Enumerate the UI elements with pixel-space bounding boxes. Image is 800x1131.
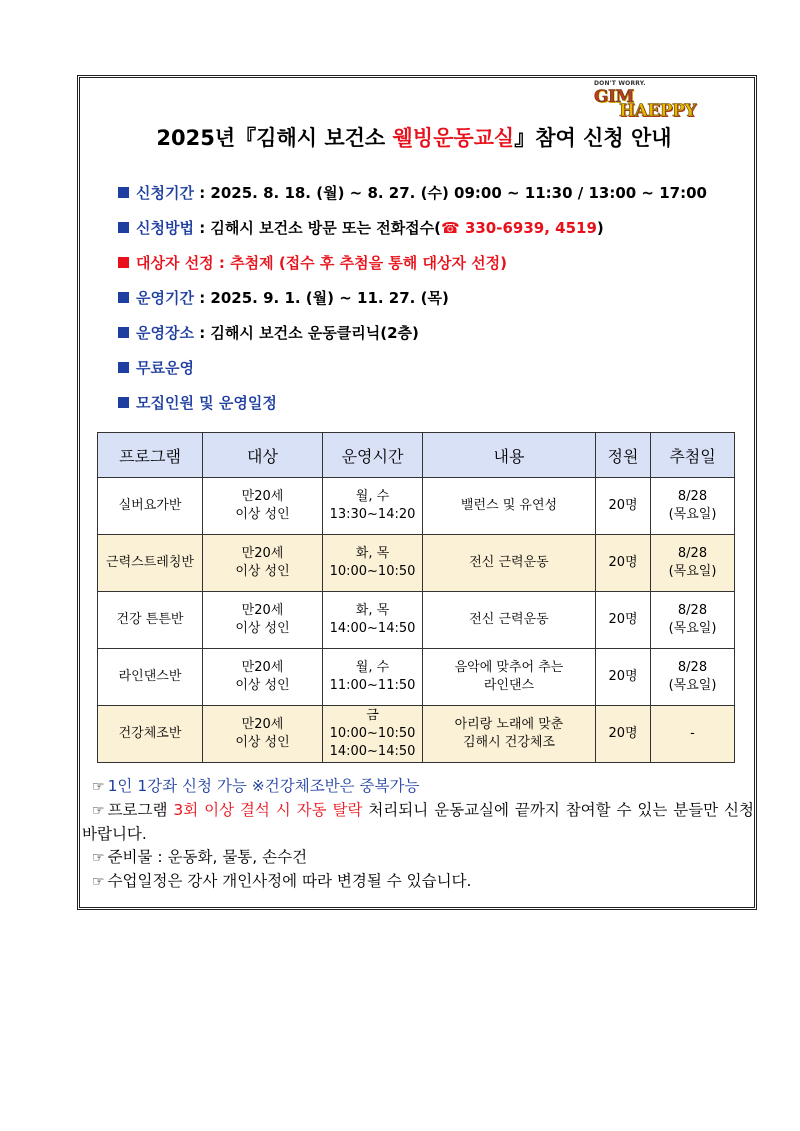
cell-program: 라인댄스반 [98,649,203,706]
cell-line: (목요일) [668,678,717,693]
cell-capacity: 20명 [596,706,651,763]
page-title [0,122,800,152]
note-item [82,846,754,870]
cell-line: 이상 성인 [235,507,290,522]
cell-program: 건강 튼튼반 [98,592,203,649]
cell-line: 만20세 [241,489,284,504]
operation-period-value: : 2025. 9. 1. (월) ~ 11. 27. (목) [193,289,449,307]
apply-period-label: 신청기간 [136,184,194,202]
info-apply-period [118,182,707,203]
header-target: 대상 [203,433,323,478]
table-row [98,706,735,763]
cell-line: 11:00~11:50 [329,678,416,693]
cell-line: 아리랑 노래에 맞춘 [454,717,564,732]
note-item [82,870,754,894]
free-label: 무료운영 [136,359,194,377]
cell-draw-date [651,706,735,763]
header-program: 프로그램 [98,433,203,478]
note-text: 1인 1강좌 신청 가능 ※건강체조반은 중복가능 [107,777,420,795]
logo-line-2: HAEPPY [619,101,696,121]
cell-line: 월, 수 [355,489,390,504]
location-value: : 김해시 보건소 운동클리닉(2층) [193,324,419,342]
gim-haeppy-logo [592,80,722,122]
cell-line: 8/28 [677,489,708,504]
title-suffix: 』참여 신청 안내 [514,126,672,150]
info-free [118,357,194,378]
note-warning: 3회 이상 결석 시 자동 탈락 [173,801,363,819]
header-content: 내용 [423,433,596,478]
cell-content [423,478,596,535]
cell-time [323,649,423,706]
cell-draw-date [651,535,735,592]
title-highlight: 웰빙운동교실 [392,126,515,150]
square-bullet-icon [118,327,129,338]
info-selection [118,252,507,273]
cell-line: 만20세 [241,660,284,675]
note-text: 수업일정은 강사 개인사정에 따라 변경될 수 있습니다. [107,872,472,890]
apply-method-value: : 김해시 보건소 방문 또는 전화접수( [193,219,442,237]
cell-capacity: 20명 [596,592,651,649]
apply-phone: ☎ 330-6939, 4519 [441,219,597,237]
cell-line: 10:00~10:50 [329,726,416,741]
apply-period-value: : 2025. 8. 18. (월) ~ 8. 27. (수) 09:00 ~ 11:30 / 13:00 ~ 17:00 [193,184,707,202]
apply-method-close: ) [596,219,604,237]
title-prefix: 2025년『김해시 보건소 [156,126,393,150]
note-item [82,775,754,799]
cell-program: 근력스트레칭반 [98,535,203,592]
cell-line: 이상 성인 [235,564,290,579]
cell-capacity: 20명 [596,649,651,706]
header-draw-date: 추첨일 [651,433,735,478]
cell-program: 실버요가반 [98,478,203,535]
square-bullet-icon [118,362,129,373]
cell-line: - [690,726,695,741]
apply-method-label: 신청방법 [136,219,194,237]
cell-line: 이상 성인 [235,735,290,750]
cell-content [423,706,596,763]
cell-line: 8/28 [677,546,708,561]
cell-target [203,535,323,592]
pointing-hand-icon: ☞ [92,850,105,866]
cell-capacity: 20명 [596,478,651,535]
schedule-table [97,432,735,763]
cell-target [203,592,323,649]
cell-capacity: 20명 [596,535,651,592]
note-text: 처리되니 운동교실에 끝까지 참여할 수 있는 분들만 신청 바랍니다. [82,801,754,843]
cell-content [423,535,596,592]
cell-line: 음악에 맞추어 추는 [454,660,564,675]
recruit-label: 모집인원 및 운영일정 [136,394,277,412]
cell-line: 만20세 [241,603,284,618]
cell-line: 14:00~14:50 [329,621,416,636]
cell-line: 금 [366,708,379,723]
selection-value: : 추첨제 (접수 후 추첨을 통해 대상자 선정) [213,254,508,272]
info-operation-period [118,287,449,308]
square-bullet-icon [118,257,129,268]
cell-line: 전신 근력운동 [469,555,549,570]
table-row [98,649,735,706]
table-header-row [98,433,735,478]
cell-content [423,649,596,706]
cell-line: 이상 성인 [235,678,290,693]
header-capacity: 정원 [596,433,651,478]
pointing-hand-icon: ☞ [92,874,105,890]
pointing-hand-icon: ☞ [92,803,105,819]
cell-line: 전신 근력운동 [469,612,549,627]
cell-line: (목요일) [668,507,717,522]
square-bullet-icon [118,187,129,198]
location-label: 운영장소 [136,324,194,342]
logo-line-1: GIM [594,87,634,107]
note-item [82,799,754,846]
cell-line: 월, 수 [355,660,390,675]
cell-line: 김해시 건강체조 [462,735,556,750]
cell-line: 만20세 [241,546,284,561]
info-location [118,322,419,343]
operation-period-label: 운영기간 [136,289,194,307]
cell-content [423,592,596,649]
selection-label: 대상자 선정 [136,254,214,272]
header-time: 운영시간 [323,433,423,478]
cell-line: 13:30~14:20 [329,507,416,522]
cell-line: (목요일) [668,621,717,636]
notes-section [82,775,754,894]
cell-program: 건강체조반 [98,706,203,763]
pointing-hand-icon: ☞ [92,779,105,795]
cell-draw-date [651,592,735,649]
cell-target [203,649,323,706]
cell-time [323,706,423,763]
cell-time [323,535,423,592]
square-bullet-icon [118,222,129,233]
info-recruit [118,392,277,413]
square-bullet-icon [118,397,129,408]
cell-line: 화, 목 [355,546,390,561]
cell-draw-date [651,478,735,535]
cell-time [323,478,423,535]
cell-line: 밸런스 및 유연성 [460,498,558,513]
table-row [98,592,735,649]
table-row [98,535,735,592]
cell-line: 8/28 [677,603,708,618]
cell-line: 만20세 [241,717,284,732]
cell-time [323,592,423,649]
square-bullet-icon [118,292,129,303]
logo-tagline: DON'T WORRY. [594,80,646,87]
cell-line: 화, 목 [355,603,390,618]
cell-target [203,706,323,763]
table-row [98,478,735,535]
cell-line: 10:00~10:50 [329,564,416,579]
cell-line: 8/28 [677,660,708,675]
note-text: 프로그램 [107,801,174,819]
cell-line: 14:00~14:50 [329,744,416,759]
cell-target [203,478,323,535]
note-text: 준비물 : 운동화, 물통, 손수건 [107,848,308,866]
cell-line: 라인댄스 [483,678,535,693]
info-apply-method [118,217,604,238]
cell-line: 이상 성인 [235,621,290,636]
cell-line: (목요일) [668,564,717,579]
cell-draw-date [651,649,735,706]
